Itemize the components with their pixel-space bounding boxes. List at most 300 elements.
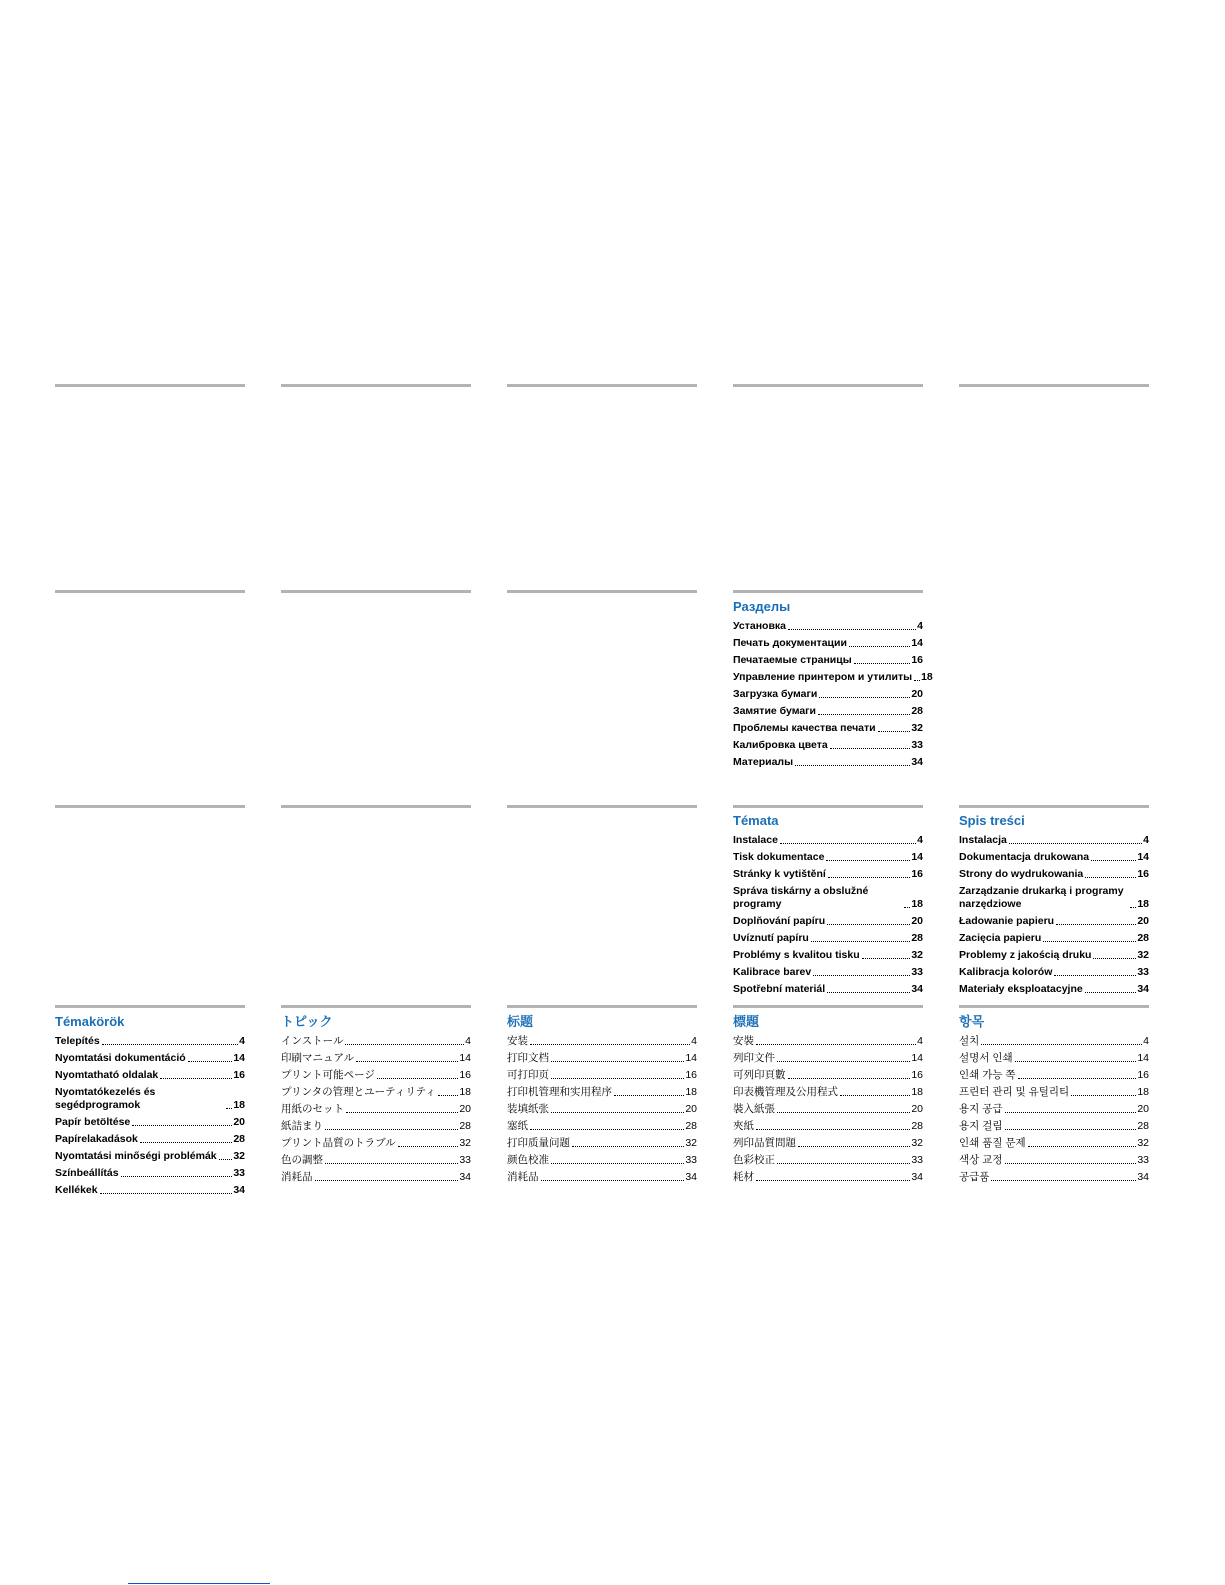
dot-leader (1005, 1129, 1137, 1130)
toc-list (55, 1035, 245, 1197)
toc-entry-title: Tisk dokumentace (733, 851, 825, 863)
toc-entry-page: 16 (233, 1069, 245, 1081)
toc-entry-page: 16 (911, 1069, 923, 1081)
toc-entry-title: 装填纸张 (507, 1103, 549, 1115)
toc-entry[interactable] (733, 688, 923, 701)
toc-entry-page: 18 (911, 898, 923, 910)
toc-entry[interactable] (55, 1150, 245, 1163)
toc-list (733, 1035, 923, 1184)
dot-leader (551, 1078, 684, 1079)
toc-entry[interactable] (959, 915, 1149, 928)
toc-entry-title: Замятие бумаги (733, 705, 817, 717)
toc-entry[interactable] (281, 1171, 471, 1184)
toc-entry-page: 18 (1137, 1086, 1149, 1098)
toc-entry-page: 18 (685, 1086, 697, 1098)
toc-entry[interactable] (281, 1052, 471, 1065)
toc-entry-title: Správa tiskárny a obslužné programy (733, 885, 869, 910)
section-rule (281, 1005, 471, 1008)
dot-leader (346, 1112, 458, 1113)
toc-entry[interactable] (733, 1137, 923, 1150)
toc-entry-title: 安裝 (733, 1035, 754, 1047)
toc-entry-title: Uvíznutí papíru (733, 932, 809, 944)
dot-leader (1018, 1078, 1137, 1079)
toc-entry[interactable] (733, 834, 923, 847)
toc-entry[interactable] (281, 1086, 471, 1099)
toc-entry-page: 20 (233, 1116, 245, 1128)
toc-entry-page: 18 (1137, 898, 1149, 910)
toc-entry[interactable] (55, 1052, 245, 1065)
toc-entry[interactable] (507, 1120, 697, 1133)
toc-entry-title: Zarządzanie drukarką i programy narzędziowe (959, 885, 1124, 910)
toc-entry-title: Материалы (733, 756, 794, 768)
toc-entry-title: Калибровка цвета (733, 739, 828, 751)
toc-entry[interactable] (959, 1171, 1149, 1184)
dot-leader (551, 1163, 684, 1164)
dot-leader (188, 1061, 233, 1062)
toc-entry-page: 4 (465, 1035, 471, 1047)
dot-leader (1005, 1163, 1137, 1164)
toc-entry-title: Zacięcia papieru (959, 932, 1042, 944)
toc-entry-title: Spotřební materiál (733, 983, 826, 995)
toc-entry-title: 색상 교정 (959, 1154, 1003, 1166)
dot-leader (830, 748, 911, 749)
toc-entry-page: 20 (911, 915, 923, 927)
toc-entry-title: 印刷マニュアル (281, 1052, 355, 1064)
dot-leader (862, 958, 911, 959)
toc-entry[interactable] (959, 983, 1149, 996)
dot-leader (813, 975, 910, 976)
toc-entry-title: Kellékek (55, 1184, 98, 1196)
dot-leader (777, 1112, 910, 1113)
toc-entry-page: 20 (911, 1103, 923, 1115)
toc-entry[interactable] (281, 1137, 471, 1150)
toc-entry-title: 列印文件 (733, 1052, 775, 1064)
toc-heading: Разделы (733, 599, 791, 614)
toc-entry[interactable] (959, 1154, 1149, 1167)
section-rule (281, 590, 471, 593)
toc-entry-title: 공급품 (959, 1171, 990, 1183)
toc-entry-page: 14 (911, 1052, 923, 1064)
toc-entry[interactable] (733, 949, 923, 962)
dot-leader (1015, 1061, 1137, 1062)
toc-entry[interactable] (959, 932, 1149, 945)
toc-entry-page: 33 (1137, 966, 1149, 978)
dot-leader (530, 1044, 690, 1045)
toc-entry[interactable] (55, 1035, 245, 1048)
toc-list (959, 834, 1149, 996)
toc-entry-page: 4 (917, 1035, 923, 1047)
toc-czech (733, 813, 923, 1000)
toc-entry-title: Papír betöltése (55, 1116, 131, 1128)
section-rule (733, 805, 923, 808)
toc-entry-title: 消耗品 (507, 1171, 539, 1183)
toc-entry-title: 인쇄 가능 쪽 (959, 1069, 1016, 1081)
toc-entry-page: 14 (1137, 851, 1149, 863)
toc-entry-title: Загрузка бумаги (733, 688, 818, 700)
dot-leader (100, 1193, 233, 1194)
toc-entry-page: 14 (1137, 1052, 1149, 1064)
toc-entry-title: Nyomtatási dokumentáció (55, 1052, 186, 1064)
toc-entry-page: 34 (1137, 983, 1149, 995)
dot-leader (828, 877, 911, 878)
toc-heading: Spis treści (959, 813, 1025, 828)
toc-entry-title: Печать документации (733, 637, 847, 649)
toc-entry-page: 34 (685, 1171, 697, 1183)
toc-entry[interactable] (507, 1137, 697, 1150)
toc-entry-page: 32 (911, 1137, 923, 1149)
toc-entry[interactable] (55, 1116, 245, 1129)
toc-entry[interactable] (733, 722, 923, 735)
toc-simplified-chinese (507, 1014, 697, 1188)
toc-entry[interactable] (281, 1069, 471, 1082)
toc-entry-title: 紙詰まり (281, 1120, 323, 1132)
toc-entry-page: 33 (911, 966, 923, 978)
dot-leader (788, 1078, 911, 1079)
dot-leader (1091, 860, 1136, 861)
toc-entry-page: 14 (459, 1052, 471, 1064)
toc-entry[interactable] (733, 1069, 923, 1082)
dot-leader (756, 1129, 910, 1130)
toc-entry-title: 打印文档 (507, 1052, 549, 1064)
toc-entry[interactable] (959, 885, 1149, 911)
dot-leader (160, 1078, 232, 1079)
section-rule (959, 1005, 1149, 1008)
toc-entry[interactable] (733, 915, 923, 928)
toc-entry-page: 4 (917, 834, 923, 846)
toc-entry-title: 夾紙 (733, 1120, 754, 1132)
dot-leader (1028, 1146, 1137, 1147)
toc-entry-title: Nyomtatókezelés és segédprogramok (55, 1086, 156, 1111)
toc-entry-title: Печатаемые страницы (733, 654, 852, 666)
toc-entry-title: Kalibracja kolorów (959, 966, 1053, 978)
toc-entry-title: Dokumentacja drukowana (959, 851, 1090, 863)
toc-entry[interactable] (733, 966, 923, 979)
dot-leader (377, 1078, 458, 1079)
toc-entry-page: 18 (911, 1086, 923, 1098)
toc-entry-page: 28 (1137, 932, 1149, 944)
toc-entry-page: 32 (911, 949, 923, 961)
toc-entry-title: プリント品質のトラブル (281, 1137, 396, 1149)
dot-leader (795, 765, 910, 766)
toc-entry[interactable] (55, 1133, 245, 1146)
toc-list (733, 834, 923, 996)
section-rule (507, 805, 697, 808)
toc-entry-title: 颜色校准 (507, 1154, 549, 1166)
toc-entry-page: 32 (1137, 1137, 1149, 1149)
section-rule (959, 384, 1149, 387)
toc-entry[interactable] (507, 1035, 697, 1048)
toc-entry[interactable] (281, 1035, 471, 1048)
toc-entry[interactable] (733, 739, 923, 752)
section-rule (733, 590, 923, 593)
toc-entry[interactable] (733, 1171, 923, 1184)
dot-leader (614, 1095, 684, 1096)
toc-entry-title: 消耗品 (281, 1171, 313, 1183)
toc-list (733, 620, 933, 769)
toc-entry-page: 18 (921, 671, 933, 683)
toc-entry-title: インストール (281, 1035, 344, 1047)
dot-leader (1043, 941, 1136, 942)
section-rule (281, 805, 471, 808)
toc-entry-page: 28 (911, 705, 923, 717)
toc-entry-title: Problemy z jakością druku (959, 949, 1092, 961)
toc-entry-page: 16 (1137, 1069, 1149, 1081)
toc-heading: 标题 (507, 1014, 534, 1029)
toc-entry-page: 33 (233, 1167, 245, 1179)
dot-leader (788, 629, 916, 630)
toc-entry-title: 可打印页 (507, 1069, 549, 1081)
toc-entry[interactable] (959, 851, 1149, 864)
toc-entry[interactable] (733, 705, 923, 718)
toc-entry[interactable] (281, 1103, 471, 1116)
dot-leader (315, 1180, 459, 1181)
toc-entry-page: 20 (459, 1103, 471, 1115)
toc-entry-page: 28 (685, 1120, 697, 1132)
toc-entry-title: Telepítés (55, 1035, 100, 1047)
toc-entry[interactable] (55, 1069, 245, 1082)
section-rule (507, 1005, 697, 1008)
toc-heading: Témata (733, 813, 779, 828)
dot-leader (780, 843, 916, 844)
toc-entry[interactable] (959, 1103, 1149, 1116)
dot-leader (1130, 907, 1136, 908)
toc-entry-page: 4 (239, 1035, 245, 1047)
toc-entry-title: プリンタの管理とユーティリティ (281, 1086, 436, 1098)
toc-polish (959, 813, 1149, 1000)
toc-entry-title: 安装 (507, 1035, 528, 1047)
footer-link-underline (128, 1583, 270, 1584)
dot-leader (398, 1146, 459, 1147)
dot-leader (777, 1163, 910, 1164)
toc-entry-page: 28 (233, 1133, 245, 1145)
section-rule (55, 1005, 245, 1008)
toc-korean (959, 1014, 1149, 1188)
toc-entry[interactable] (55, 1184, 245, 1197)
dot-leader (811, 941, 910, 942)
toc-japanese (281, 1014, 471, 1188)
toc-entry[interactable] (55, 1086, 245, 1112)
toc-hungarian (55, 1014, 245, 1201)
toc-entry-title: 用紙のセット (281, 1103, 344, 1115)
toc-entry-page: 18 (459, 1086, 471, 1098)
toc-entry-page: 16 (685, 1069, 697, 1081)
dot-leader (827, 924, 910, 925)
dot-leader (904, 907, 910, 908)
toc-entry-page: 32 (1137, 949, 1149, 961)
dot-leader (1009, 843, 1142, 844)
toc-entry[interactable] (733, 1035, 923, 1048)
toc-entry-title: Проблемы качества печати (733, 722, 876, 734)
toc-entry[interactable] (733, 1052, 923, 1065)
dot-leader (1056, 924, 1136, 925)
dot-leader (1054, 975, 1136, 976)
toc-list (507, 1035, 697, 1184)
toc-entry[interactable] (733, 637, 923, 650)
dot-leader (827, 992, 910, 993)
dot-leader (840, 1095, 910, 1096)
toc-entry-page: 28 (911, 1120, 923, 1132)
toc-entry-page: 4 (917, 620, 923, 632)
toc-entry[interactable] (733, 654, 923, 667)
toc-entry-title: Doplňování papíru (733, 915, 826, 927)
toc-entry[interactable] (507, 1086, 697, 1099)
dot-leader (530, 1129, 684, 1130)
toc-entry-page: 14 (685, 1052, 697, 1064)
toc-entry[interactable] (733, 851, 923, 864)
dot-leader (818, 714, 910, 715)
toc-entry[interactable] (281, 1154, 471, 1167)
section-rule (55, 805, 245, 808)
toc-entry-page: 20 (685, 1103, 697, 1115)
dot-leader (756, 1180, 910, 1181)
toc-entry-page: 14 (911, 637, 923, 649)
toc-entry-page: 14 (911, 851, 923, 863)
toc-entry-page: 34 (911, 756, 923, 768)
toc-entry-title: Stránky k vytištění (733, 868, 826, 880)
toc-entry-title: Установка (733, 620, 786, 632)
section-rule (55, 590, 245, 593)
toc-entry-page: 28 (1137, 1120, 1149, 1132)
dot-leader (826, 860, 910, 861)
toc-entry-page: 34 (911, 1171, 923, 1183)
dot-leader (854, 663, 911, 664)
dot-leader (121, 1176, 233, 1177)
toc-entry[interactable] (733, 1086, 923, 1099)
toc-entry-page: 4 (1143, 1035, 1149, 1047)
toc-entry-page: 16 (459, 1069, 471, 1081)
toc-entry[interactable] (733, 983, 923, 996)
toc-entry[interactable] (281, 1120, 471, 1133)
toc-entry-title: Kalibrace barev (733, 966, 812, 978)
dot-leader (777, 1061, 910, 1062)
toc-entry[interactable] (959, 868, 1149, 881)
toc-entry[interactable] (733, 620, 923, 633)
toc-entry-title: Instalace (733, 834, 778, 846)
dot-leader (991, 1180, 1136, 1181)
toc-entry-title: 列印品質問題 (733, 1137, 796, 1149)
toc-entry[interactable] (733, 868, 923, 881)
toc-entry-page: 20 (1137, 1103, 1149, 1115)
dot-leader (551, 1112, 684, 1113)
toc-entry-page: 32 (233, 1150, 245, 1162)
toc-entry[interactable] (733, 1103, 923, 1116)
toc-entry[interactable] (507, 1103, 697, 1116)
toc-entry-title: 설명서 인쇄 (959, 1052, 1013, 1064)
dot-leader (1005, 1112, 1137, 1113)
toc-entry-page: 28 (911, 932, 923, 944)
toc-entry-title: 裝入紙張 (733, 1103, 775, 1115)
toc-entry[interactable] (959, 1137, 1149, 1150)
toc-entry-title: 打印质量问题 (507, 1137, 570, 1149)
dot-leader (219, 1159, 233, 1160)
toc-heading: 항목 (959, 1014, 985, 1029)
toc-heading: 標題 (733, 1014, 760, 1029)
dot-leader (1093, 958, 1136, 959)
dot-leader (572, 1146, 684, 1147)
toc-entry[interactable] (959, 1052, 1149, 1065)
toc-entry-page: 34 (911, 983, 923, 995)
toc-entry-page: 32 (911, 722, 923, 734)
dot-leader (1071, 1095, 1136, 1096)
dot-leader (140, 1142, 232, 1143)
section-rule (733, 384, 923, 387)
toc-entry[interactable] (55, 1167, 245, 1180)
dot-leader (981, 1044, 1142, 1045)
toc-entry-page: 33 (911, 739, 923, 751)
toc-entry-title: 프린터 관리 및 유틸리티 (959, 1086, 1070, 1098)
toc-entry-page: 20 (911, 688, 923, 700)
toc-entry-title: 色の調整 (281, 1154, 323, 1166)
toc-entry-title: プリント可能ページ (281, 1069, 375, 1081)
toc-entry-page: 16 (911, 654, 923, 666)
dot-leader (356, 1061, 458, 1062)
toc-entry[interactable] (507, 1069, 697, 1082)
toc-entry-page: 33 (911, 1154, 923, 1166)
toc-entry[interactable] (959, 966, 1149, 979)
toc-entry-title: Papírelakadások (55, 1133, 138, 1145)
toc-entry-title: Nyomtatási minőségi problémák (55, 1150, 217, 1162)
toc-entry[interactable] (733, 671, 933, 684)
toc-list (281, 1035, 471, 1184)
toc-entry-title: Ładowanie papieru (959, 915, 1055, 927)
dot-leader (438, 1095, 459, 1096)
toc-entry[interactable] (959, 949, 1149, 962)
dot-leader (756, 1044, 916, 1045)
section-rule (733, 1005, 923, 1008)
toc-entry-title: Управление принтером и утилиты (733, 671, 913, 683)
toc-list (959, 1035, 1149, 1184)
toc-entry[interactable] (733, 756, 923, 769)
toc-entry-title: 인쇄 품질 문제 (959, 1137, 1026, 1149)
toc-entry[interactable] (959, 1086, 1149, 1099)
dot-leader (1085, 992, 1137, 993)
toc-entry-title: 용지 걸림 (959, 1120, 1003, 1132)
dot-leader (226, 1108, 232, 1109)
dot-leader (551, 1061, 684, 1062)
toc-entry-page: 34 (233, 1184, 245, 1196)
toc-entry-page: 28 (459, 1120, 471, 1132)
toc-entry[interactable] (733, 932, 923, 945)
toc-entry-page: 20 (1137, 915, 1149, 927)
toc-entry[interactable] (507, 1171, 697, 1184)
toc-entry[interactable] (959, 1120, 1149, 1133)
toc-entry-page: 16 (1137, 868, 1149, 880)
toc-entry-title: 용지 공급 (959, 1103, 1003, 1115)
toc-entry-title: Nyomtatható oldalak (55, 1069, 159, 1081)
dot-leader (325, 1129, 458, 1130)
toc-entry[interactable] (733, 1154, 923, 1167)
toc-entry[interactable] (959, 834, 1149, 847)
toc-entry[interactable] (507, 1154, 697, 1167)
toc-entry-page: 14 (233, 1052, 245, 1064)
dot-leader (102, 1044, 238, 1045)
toc-entry-page: 34 (1137, 1171, 1149, 1183)
toc-traditional-chinese (733, 1014, 923, 1188)
toc-entry[interactable] (959, 1035, 1149, 1048)
toc-entry[interactable] (733, 1120, 923, 1133)
toc-heading: Témakörök (55, 1014, 125, 1029)
toc-entry[interactable] (733, 885, 923, 911)
dot-leader (345, 1044, 464, 1045)
toc-entry-title: Instalacja (959, 834, 1007, 846)
dot-leader (878, 731, 911, 732)
toc-entry[interactable] (959, 1069, 1149, 1082)
toc-entry[interactable] (507, 1052, 697, 1065)
toc-entry-page: 34 (459, 1171, 471, 1183)
toc-entry-title: 打印机管理和实用程序 (507, 1086, 612, 1098)
dot-leader (914, 680, 920, 681)
toc-entry-title: Problémy s kvalitou tisku (733, 949, 860, 961)
